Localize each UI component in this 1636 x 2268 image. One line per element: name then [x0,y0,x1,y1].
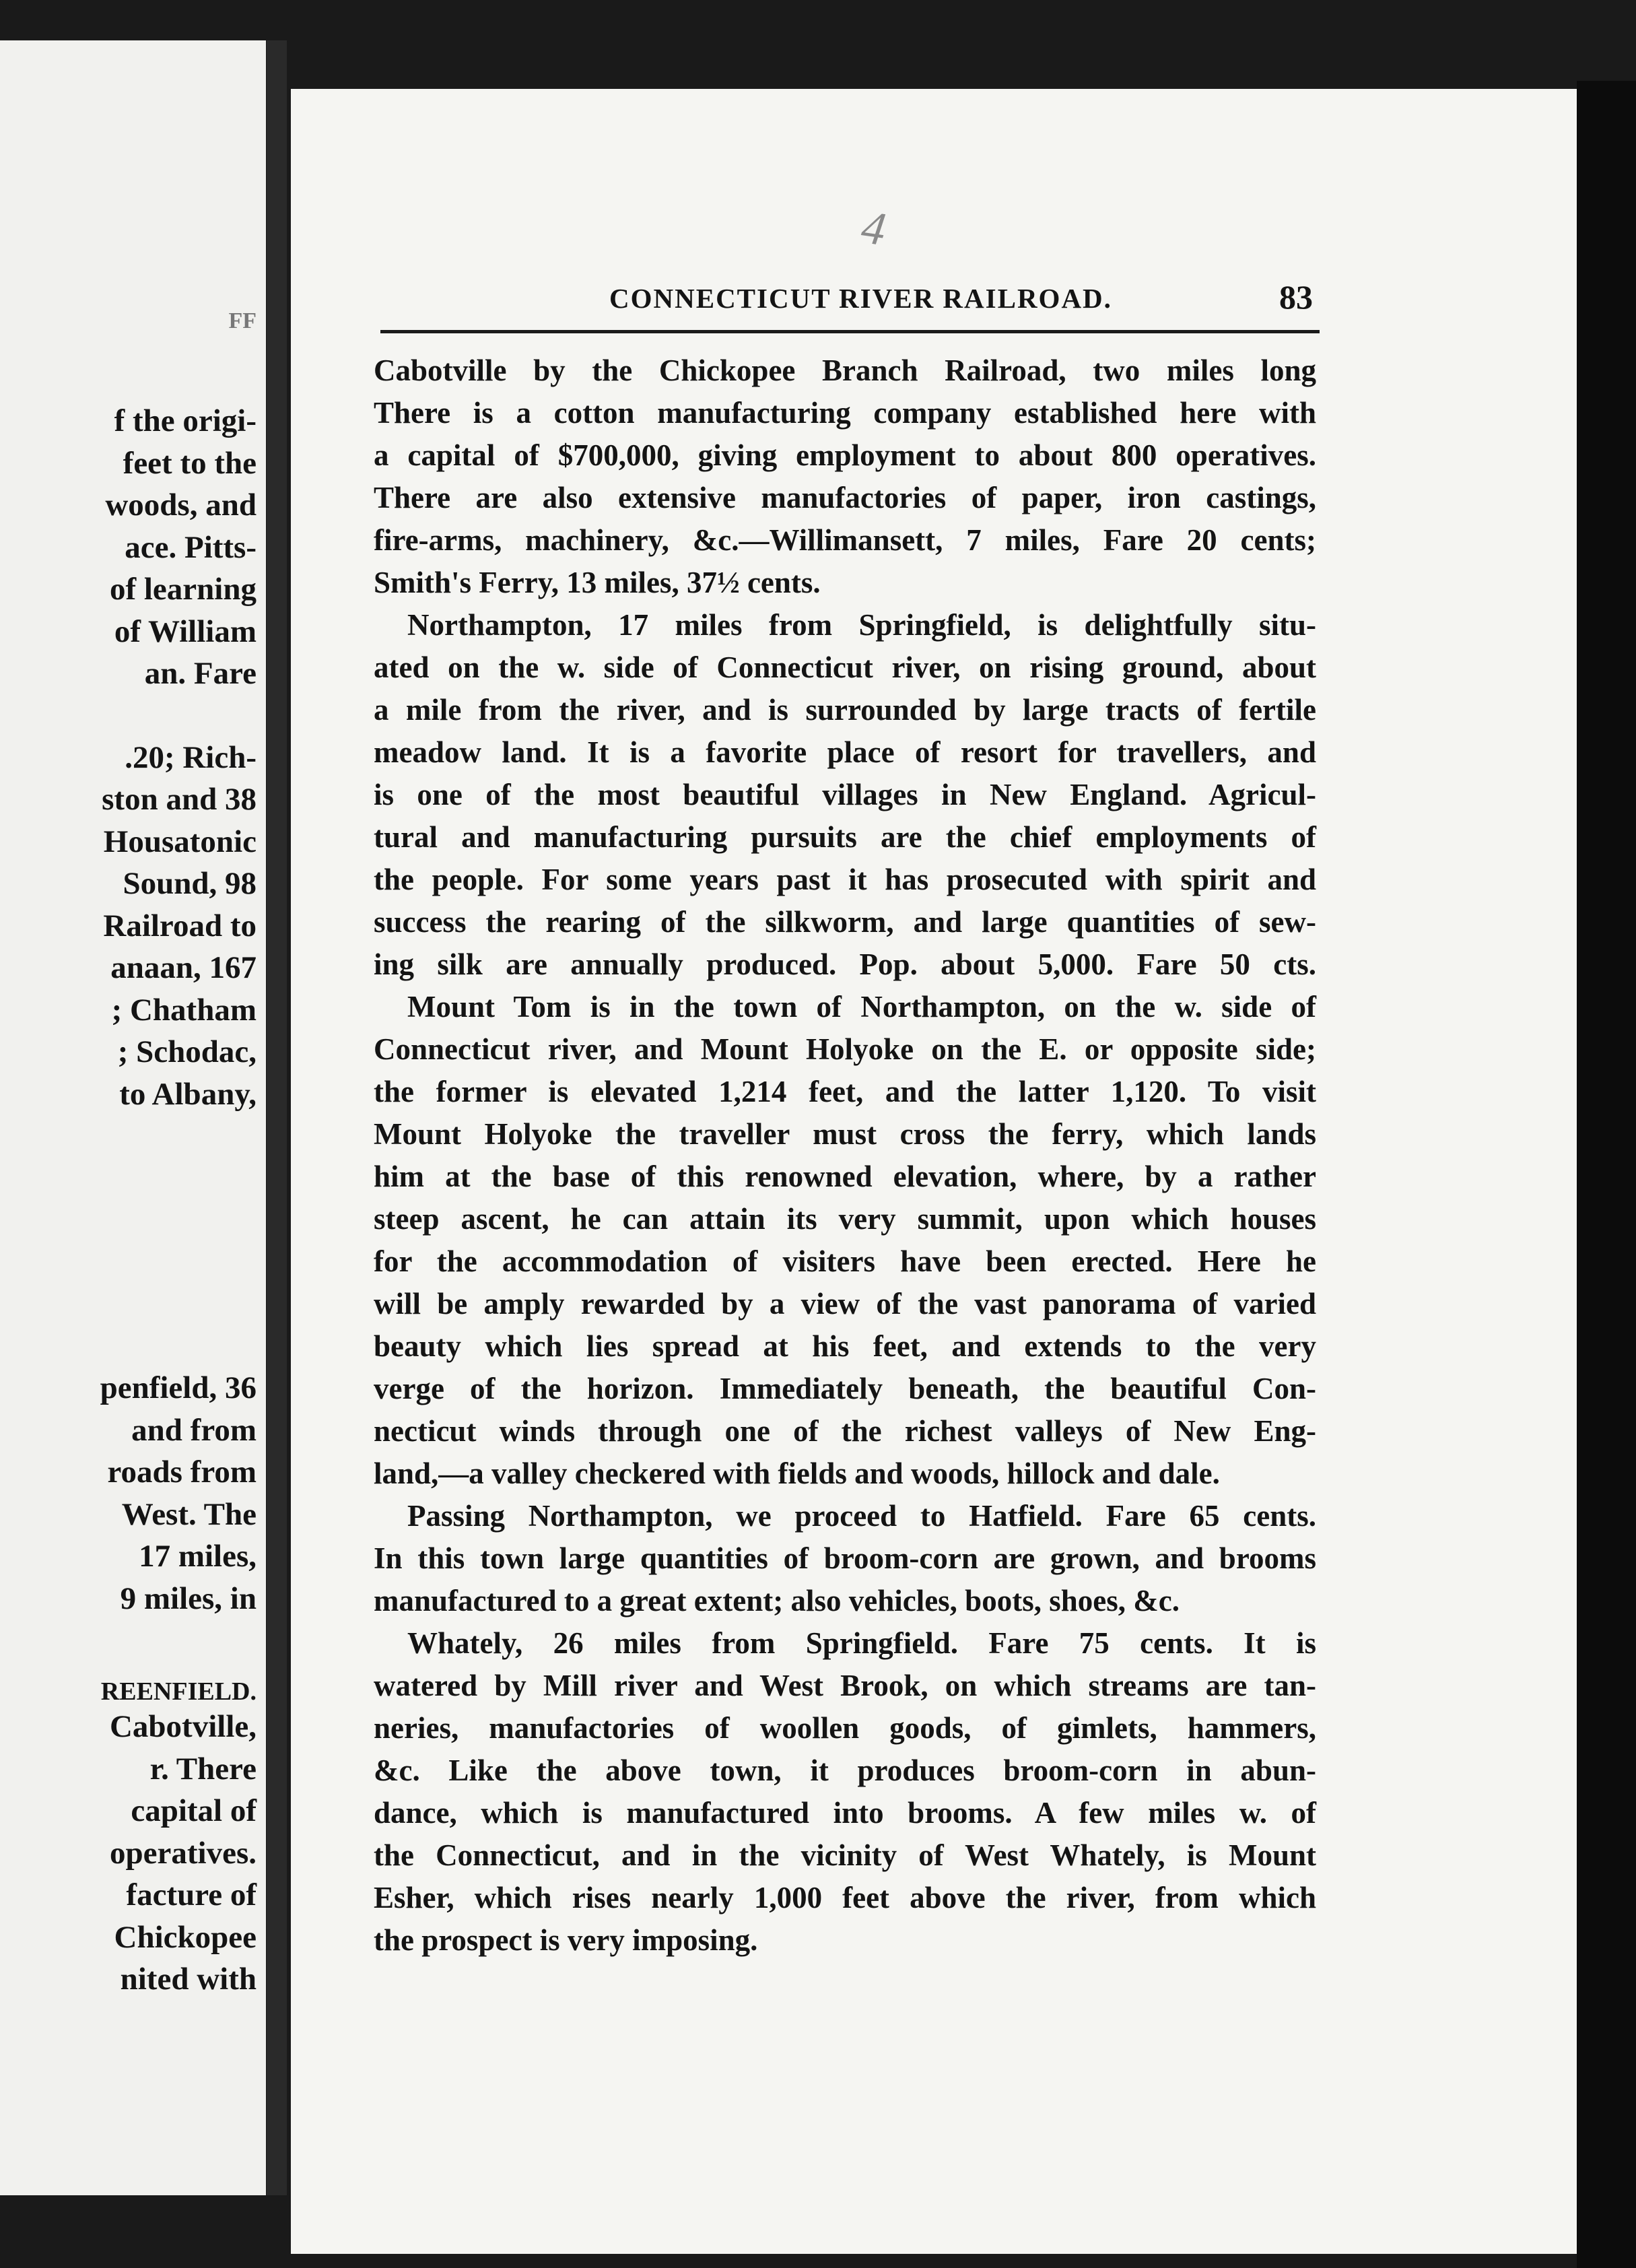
left-page-line: nited with [120,1962,257,1997]
left-page-line: ace. Pitts- [125,530,257,565]
body-line: manufactured to a great extent; also vehicles, boots, shoes, &c. [374,1584,1180,1617]
left-page-line: ; Chatham [111,993,257,1028]
left-page-line: Chickopee [114,1920,257,1955]
body-line: him at the base of this renowned elevation, where, by a rather [374,1160,1316,1193]
header-rule [380,330,1320,333]
body-line: ated on the w. side of Connecticut river, on rising ground, about [374,651,1316,684]
left-page-line: r. There [149,1752,257,1787]
body-line: Passing Northampton, we proceed to Hatfield. Fare 65 cents. [407,1499,1316,1533]
page-number: 83 [1279,278,1313,316]
body-line: Smith's Ferry, 13 miles, 37½ cents. [374,566,821,599]
book-gutter [267,40,287,2195]
body-line: beauty which lies spread at his feet, and extends to the very [374,1329,1316,1363]
body-line: the prospect is very imposing. [374,1923,758,1957]
body-line: There is a cotton manufacturing company established here with [374,396,1316,430]
body-line: ing silk are annually produced. Pop. about 5,000. Fare 50 cts. [374,947,1316,981]
body-line: steep ascent, he can attain its very summit, upon which houses [374,1202,1316,1236]
left-page-line: 9 miles, in [120,1581,257,1616]
body-line: for the accommodation of visiters have been erected. Here he [374,1244,1316,1278]
body-line: meadow land. It is a favorite place of resort for travellers, and [374,735,1316,769]
left-page-line: operatives. [110,1836,257,1871]
left-page-line: feet to the [123,446,257,481]
left-page-line: anaan, 167 [110,950,257,985]
left-page-line: facture of [126,1877,257,1912]
left-page-line: ston and 38 [102,782,257,817]
left-page-line: West. The [121,1497,257,1532]
body-line: &c. Like the above town, it produces broom-corn in abun- [374,1754,1316,1787]
body-line: There are also extensive manufactories of paper, iron castings, [374,481,1316,514]
body-line: Mount Holyoke the traveller must cross the ferry, which lands [374,1117,1316,1151]
left-page-line: .20; Rich- [125,740,257,775]
left-page-line: f the origi- [114,403,257,438]
page-edge-shadow [1577,81,1636,2268]
body-line: Cabotville by the Chickopee Branch Railroad, two miles long [374,354,1316,387]
body-line: neries, manufactories of woollen goods, of gimlets, hammers, [374,1711,1316,1745]
left-page-line: an. Fare [144,656,257,691]
body-line: the Connecticut, and in the vicinity of West Whately, is Mount [374,1838,1316,1872]
left-page-line: Railroad to [103,908,257,943]
body-line: watered by Mill river and West Brook, on which streams are tan- [374,1669,1316,1702]
left-page-line: to Albany, [119,1077,257,1112]
left-page-line: and from [131,1413,257,1448]
pencil-annotation: 4 [858,201,889,257]
body-line: In this town large quantities of broom-corn are grown, and brooms [374,1541,1316,1575]
body-line: success the rearing of the silkworm, and large quantities of sew- [374,905,1316,939]
body-line: the people. For some years past it has prosecuted with spirit and [374,863,1316,896]
body-line: dance, which is manufactured into brooms. A few miles w. of [374,1796,1316,1830]
left-page-line: REENFIELD. [100,1677,257,1706]
body-line: land,—a valley checkered with fields and woods, hillock and dale. [374,1457,1220,1490]
body-line: fire-arms, machinery, &c.—Willimansett, 7 miles, Fare 20 cents; [374,523,1316,557]
left-page-line: of learning [109,572,257,607]
left-page-line: FF [228,308,257,333]
body-line: a capital of $700,000, giving employment to about 800 operatives. [374,438,1316,472]
body-line: will be amply rewarded by a view of the vast panorama of varied [374,1287,1316,1321]
left-page-fragment [0,40,266,2195]
left-page-line: Sound, 98 [123,866,257,901]
body-line: verge of the horizon. Immediately beneath, the beautiful Con- [374,1372,1316,1405]
left-page-line: Cabotville, [109,1709,257,1744]
body-line: Connecticut river, and Mount Holyoke on the E. or opposite side; [374,1032,1316,1066]
body-line: Northampton, 17 miles from Springfield, is delightfully situ- [407,608,1316,642]
body-line: the former is elevated 1,214 feet, and the latter 1,120. To visit [374,1075,1316,1108]
left-page-line: of William [114,614,257,649]
left-page-line: Housatonic [103,824,257,859]
left-page-line: woods, and [105,488,257,523]
body-line: Mount Tom is in the town of Northampton, on the w. side of [407,990,1316,1024]
left-page-line: ; Schodac, [117,1034,257,1069]
body-line: tural and manufacturing pursuits are the chief employments of [374,820,1316,854]
body-line: Whately, 26 miles from Springfield. Fare 75 cents. It is [407,1626,1316,1660]
left-page-line: capital of [131,1793,257,1828]
left-page-line: roads from [107,1455,257,1490]
body-line: necticut winds through one of the richest valleys of New Eng- [374,1414,1316,1448]
left-page-line: 17 miles, [139,1539,257,1574]
body-line: a mile from the river, and is surrounded by large tracts of fertile [374,693,1316,727]
body-line: Esher, which rises nearly 1,000 feet above the river, from which [374,1881,1316,1914]
left-page-line: penfield, 36 [100,1370,257,1405]
body-line: is one of the most beautiful villages in New England. Agricul- [374,778,1316,811]
running-head: CONNECTICUT RIVER RAILROAD. [609,283,1112,314]
